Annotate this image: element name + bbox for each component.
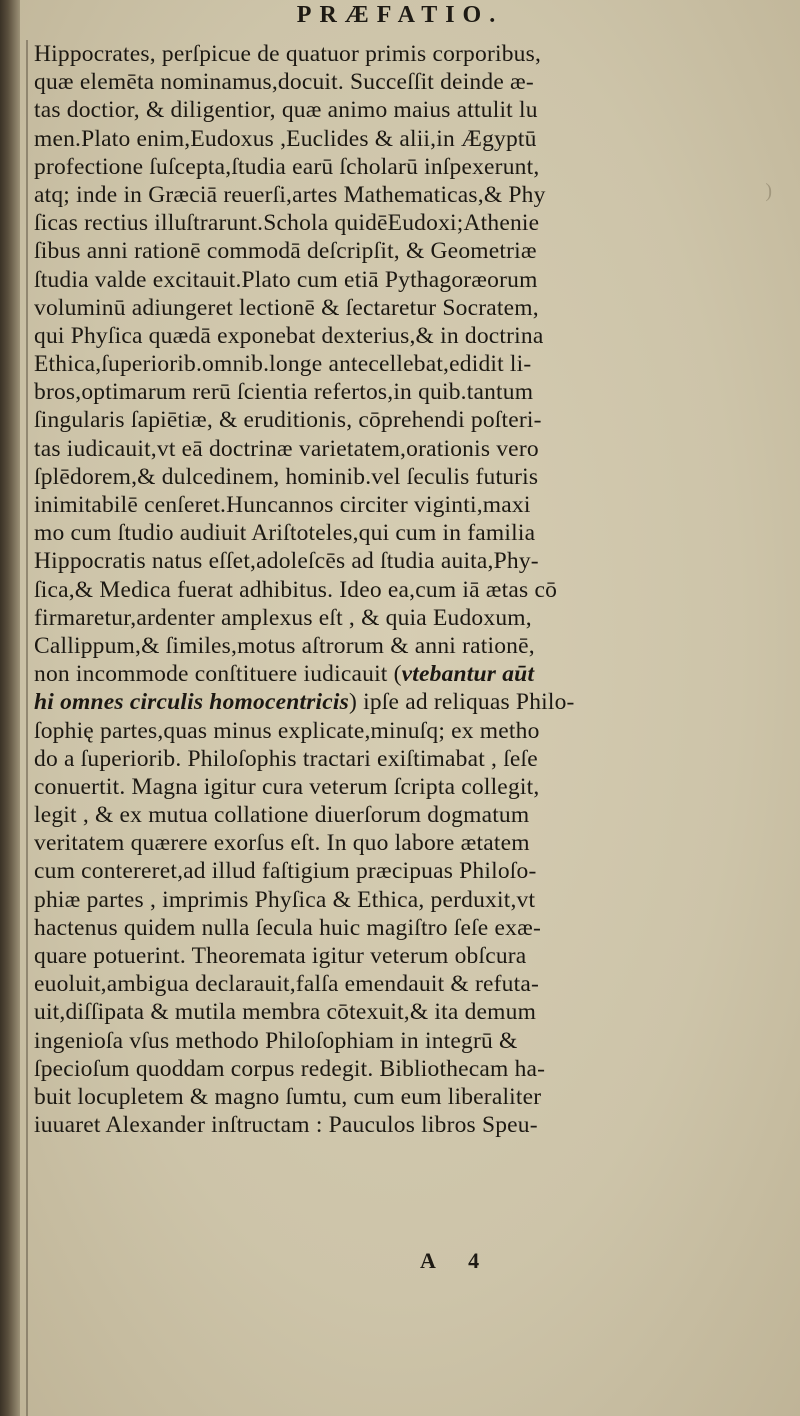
text-line: phiæ partes , imprimis Phyſica & Ethica, perduxit,vt [34, 886, 536, 913]
text-line: voluminū adiungeret lectionē & ſectaretur Socratem, [34, 294, 539, 321]
text-line: ſtudia valde excitauit.Plato cum etiā Pythagoræorum [34, 266, 538, 293]
text-line: Hippocratis natus eſſet,adoleſcēs ad ſtudia auita,Phy- [34, 548, 539, 575]
book-gutter [0, 0, 20, 1416]
text-line: tas doctior, & diligentior, quæ animo maius attulit lu [34, 97, 538, 124]
text-line: euoluit,ambigua declarauit,falſa emendauit & refuta- [34, 971, 539, 998]
text-line: tas iudicauit,vt eā doctrinæ varietatem,orationis vero [34, 435, 539, 462]
text-line: qui Phyſica quædā exponebat dexterius,& in doctrina [34, 322, 544, 349]
text-segment: non incommode conſtituere iudicauit ( [34, 661, 402, 688]
bleed-through-mark: ) [765, 180, 772, 202]
text-line: ſica,& Medica fuerat adhibitus. Ideo ea,cum iā ætas cō [34, 576, 558, 603]
text-line: ſingularis ſapiētiæ, & eruditionis, cōprehendi poſteri- [34, 407, 542, 434]
text-line: legit , & ex mutua collatione diuerſorum dogmatum [34, 802, 530, 829]
text-line: iuuaret Alexander inſtructam : Pauculos libros Speu- [34, 1112, 538, 1139]
text-line: ſicas rectius illuſtrarunt.Schola quidēEudoxi;Athenie [34, 210, 540, 237]
running-header: PRÆFATIO. [296, 2, 504, 28]
text-line: mo cum ſtudio audiuit Ariſtoteles,qui cum in familia [34, 520, 536, 547]
italic-segment: vtebantur aūt [401, 661, 535, 688]
text-line: quæ elemēta nominamus,docuit. Succeſſit deinde æ- [34, 69, 534, 96]
italic-segment: hi omnes circulis homocentricis [34, 689, 349, 716]
text-line: buit locupletem & magno ſumtu, cum eum liberaliter [34, 1083, 542, 1110]
text-line: Ethica,ſuperiorib.omnib.longe antecellebat,edidit li- [34, 351, 532, 378]
signature-mark: A 4 [420, 1248, 494, 1273]
text-line: men.Plato enim,Eudoxus ,Euclides & alii,in Ægyptū [34, 125, 537, 152]
text-line: ſibus anni rationē commodā deſcripſit, & Geometriæ [34, 238, 537, 265]
text-line: bros,optimarum rerū ſcientia refertos,in quib.tantum [34, 379, 534, 406]
text-line-mixed [34, 688, 776, 716]
text-line: do a ſuperiorib. Philoſophis tractari exiſtimabat , ſeſe [34, 745, 538, 772]
text-line: hactenus quidem nulla ſecula huic magiſtro ſeſe exæ- [34, 914, 541, 941]
text-line: conuertit. Magna igitur cura veterum ſcripta collegit, [34, 773, 540, 800]
body-text [34, 40, 776, 1139]
text-line: atq; inde in Græciā reuerſi,artes Mathematicas,& Phy [34, 181, 546, 208]
text-line: ſplēdorem,& dulcedinem, hominib.vel ſeculis futuris [34, 463, 539, 490]
text-line: veritatem quærere exorſus eſt. In quo labore ætatem [34, 830, 530, 857]
binding-shadow [26, 40, 28, 1416]
text-line: inimitabilē cenſeret.Huncannos circiter viginti,maxi [34, 492, 531, 518]
text-line: ſpecioſum quoddam corpus redegit. Bibliothecam ha- [34, 1055, 546, 1082]
text-line: Callippum,& ſimiles,motus aſtrorum & anni rationē, [34, 632, 535, 659]
text-line: cum contereret,ad illud faſtigium præcipuas Philoſo- [34, 858, 537, 885]
text-line: ingenioſa vſus methodo Philoſophiam in integrū & [34, 1027, 518, 1054]
text-line: ſophię partes,quas minus explicate,minuſq; ex metho [34, 717, 540, 744]
text-segment: ) ipſe ad reliquas Philo- [349, 689, 575, 716]
text-line: Hippocrates, perſpicue de quatuor primis corporibus, [34, 41, 542, 67]
text-line-mixed [34, 660, 776, 688]
text-line: uit,diſſipata & mutila membra cōtexuit,& ita demum [34, 999, 537, 1026]
text-line: profectione ſuſcepta,ſtudia earū ſcholarū inſpexerunt, [34, 153, 540, 180]
text-line: quare potuerint. Theoremata igitur veterum obſcura [34, 943, 527, 969]
text-line: firmaretur,ardenter amplexus eſt , & quia Eudoxum, [34, 604, 532, 631]
